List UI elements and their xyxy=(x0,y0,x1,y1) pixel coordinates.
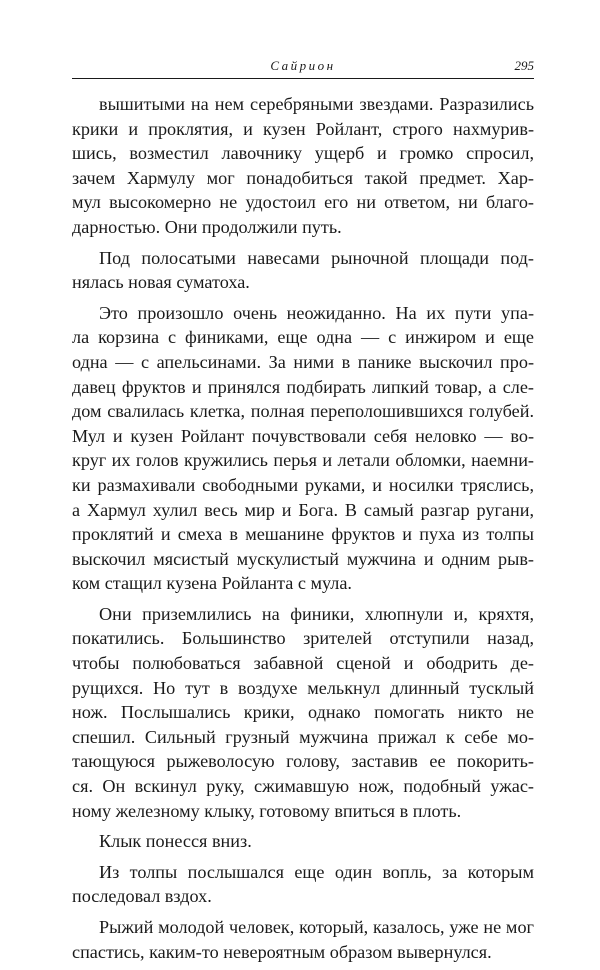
paragraph xyxy=(72,301,534,596)
text-line: дом свалилась клетка, полная переполошившихся голубей. xyxy=(72,401,534,422)
text-line: Рыжий молодой человек, который, казалось, уже не мог xyxy=(99,917,534,937)
paragraph xyxy=(72,92,534,240)
text-line: мул высокомерно не удостоил его ни ответом, ни благо- xyxy=(72,192,534,213)
text-line: Под полосатыми навесами рыночной площади под- xyxy=(99,247,534,268)
text-line: давец фруктов и принялся подбирать липкий товар, а сле- xyxy=(72,376,534,397)
text-line: крики и проклятия, и кузен Ройлант, строго нахмурив- xyxy=(72,118,534,139)
text-line: дарностью. Они продолжили путь. xyxy=(72,216,342,237)
text-line: рущихся. Но тут в воздухе мелькнул длинный тусклый xyxy=(72,677,534,698)
text-line: нялась новая суматоха. xyxy=(72,272,250,293)
text-line: ла корзина с финиками, еще одна — с инжиром и еще xyxy=(72,327,534,348)
text-line: шись, возместил лавочнику ущерб и громко спросил, xyxy=(72,143,534,164)
page-number: 295 xyxy=(514,58,534,73)
text-line: покатились. Большинство зрителей отступили назад, xyxy=(72,628,534,649)
text-line: вышитыми на нем серебряными звездами. Разразились xyxy=(99,94,534,114)
running-title: Сайрион xyxy=(270,58,336,73)
header-rule xyxy=(72,78,534,79)
text-line: выскочил мясистый мускулистый мужчина и одним рыв- xyxy=(72,548,534,569)
text-line: ком стащил кузена Ройланта с мула. xyxy=(72,573,352,594)
text-line: Клык понесся вниз. xyxy=(99,831,252,852)
text-line: Мул и кузен Ройлант почувствовали себя неловко — во- xyxy=(72,425,534,446)
paragraph xyxy=(72,860,534,909)
text-line: Это произошло очень неожиданно. На их пути упа- xyxy=(99,302,534,323)
text-line: проклятий и смеха в мешанине фруктов и пуха из толпы xyxy=(72,524,534,545)
paragraph xyxy=(72,602,534,823)
paragraph xyxy=(72,915,534,964)
page-text xyxy=(72,92,534,970)
text-line: зачем Хармулу мог понадобиться такой предмет. Хар- xyxy=(72,167,534,188)
text-line: ся. Он вскинул руку, сжимавшую нож, подобный ужас- xyxy=(72,776,534,797)
text-line: одна — с апельсинами. За ними в панике выскочил про- xyxy=(72,351,534,372)
paragraph xyxy=(72,829,534,854)
text-line: спастись, каким-то невероятным образом вывернулся. xyxy=(72,941,492,962)
text-line: последовал вздох. xyxy=(72,886,212,907)
running-head xyxy=(72,58,534,76)
text-line: тающуюся рыжеволосую голову, заставив ее покорить- xyxy=(72,751,534,772)
text-line: ки размахивали свободными руками, и носилки тряслись, xyxy=(72,474,534,495)
text-line: нож. Послышались крики, однако помогать никто не xyxy=(72,702,534,723)
text-line: спешил. Сильный грузный мужчина прижал к себе мо- xyxy=(72,726,534,747)
text-line: Из толпы послышался еще один вопль, за которым xyxy=(99,861,534,882)
text-line: чтобы полюбоваться забавной сценой и ободрить де- xyxy=(72,653,534,674)
text-line: Они приземлились на финики, хлюпнули и, кряхтя, xyxy=(99,603,534,624)
paragraph xyxy=(72,246,534,295)
text-line: а Хармул хулил весь мир и Бога. В самый разгар ругани, xyxy=(72,499,534,520)
text-line: круг их голов кружились перья и летали обломки, наемни- xyxy=(72,450,534,471)
text-line: ному железному клыку, готовому впиться в плоть. xyxy=(72,800,462,821)
